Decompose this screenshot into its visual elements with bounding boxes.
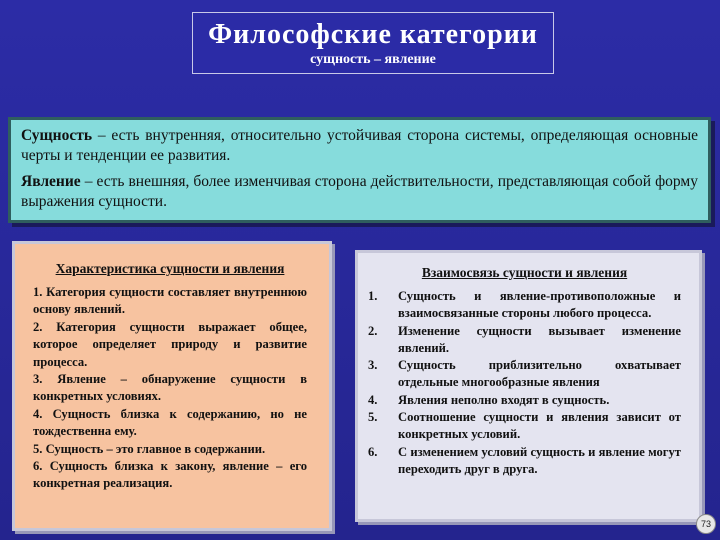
page-number-badge: 73	[696, 514, 716, 534]
essence-definition	[21, 126, 698, 166]
phenomenon-text: – есть внешняя, более изменчивая сторона действительности, представляющая собой форму выражения сущности.	[21, 173, 698, 210]
slide-subtitle: сущность – явление	[310, 52, 436, 67]
list-item	[368, 444, 681, 479]
list-item: 4. Сущность близка к содержанию, но не тождественна ему.	[33, 406, 307, 439]
item-text: Сущность и явление-противоположные и взаимосвязанные стороны любого процесса.	[398, 289, 681, 321]
item-text: Сущность приблизительно охватывает отдельные многообразные явления	[398, 358, 681, 390]
characteristics-title: Характеристика сущности и явления	[55, 261, 285, 276]
essence-term: Сущность	[21, 127, 93, 144]
phenomenon-definition	[21, 172, 698, 212]
list-item	[368, 392, 681, 409]
relationship-list	[368, 288, 681, 478]
relationship-title: Взаимосвязь сущности и явления	[421, 265, 628, 280]
list-item: 3. Явление – обнаружение сущности в конкретных условиях.	[33, 372, 307, 404]
characteristics-list	[33, 284, 307, 493]
item-number: 1.	[368, 289, 378, 303]
phenomenon-term: Явление	[21, 173, 81, 190]
item-number: 4.	[368, 392, 378, 407]
definitions-box	[8, 117, 711, 223]
list-item	[368, 323, 681, 358]
item-text: Изменение сущности вызывает изменение явлений.	[398, 323, 681, 355]
item-number: 5.	[368, 410, 378, 425]
slide-title: Философские категории	[208, 19, 538, 50]
list-item	[368, 409, 681, 444]
list-item	[368, 288, 681, 323]
list-item	[368, 357, 681, 392]
item-text: Явления неполно входят в сущность.	[398, 392, 610, 407]
item-number: 3.	[368, 358, 378, 373]
list-item: 6. Сущность близка к закону, явление – его конкретная реализация.	[33, 459, 307, 491]
item-number: 6.	[368, 444, 378, 459]
characteristics-panel	[12, 241, 332, 531]
title-box	[192, 12, 554, 74]
item-text: С изменением условий сущность и явление могут переходить друг в друга.	[398, 444, 681, 476]
item-number: 2.	[368, 323, 378, 338]
list-item: 1. Категория сущности составляет внутреннюю основу явлений.	[33, 285, 307, 317]
list-item: 2. Категория сущности выражает общее, которое определяет природу и развитие процесса.	[33, 319, 307, 369]
essence-text: – есть внутренняя, относительно устойчивая сторона системы, определяющая основные черты и тенденции ее развития.	[21, 127, 698, 164]
relationship-panel	[355, 250, 702, 522]
item-text: Соотношение сущности и явления зависит от конкретных условий.	[398, 410, 681, 442]
list-item: 5. Сущность – это главное в содержании.	[33, 441, 266, 456]
